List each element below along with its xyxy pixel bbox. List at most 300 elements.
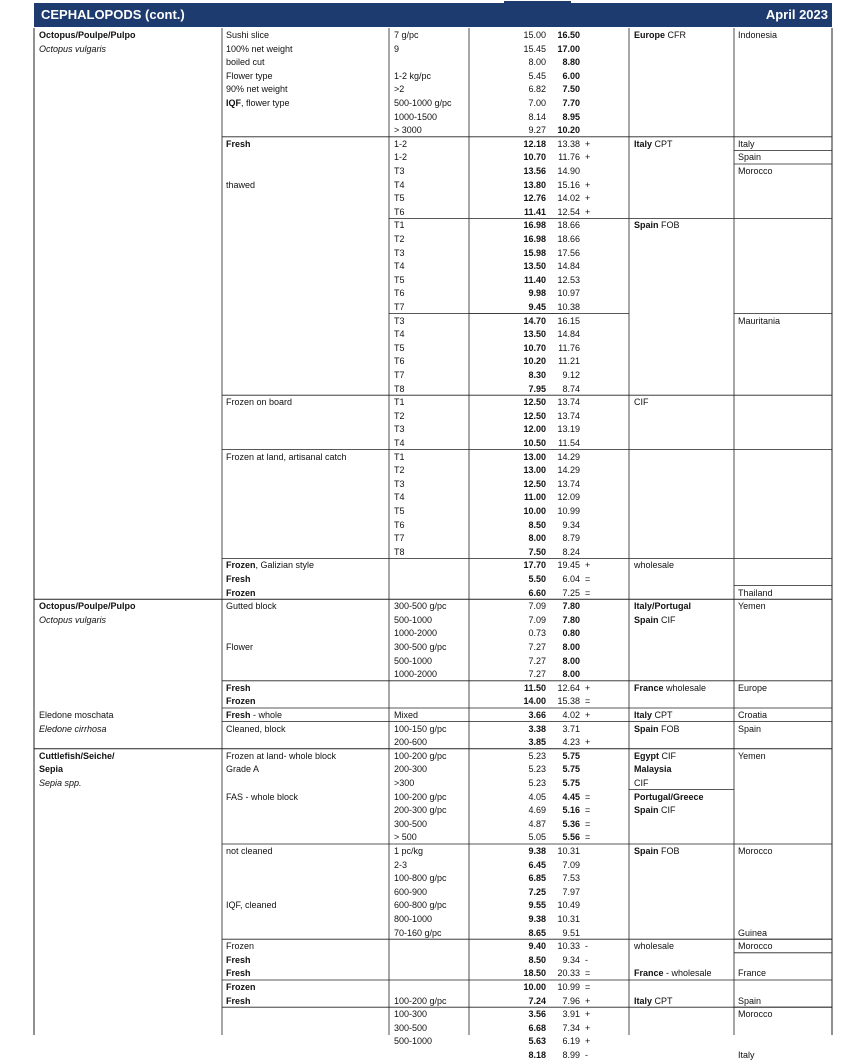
trend-indicator: -: [585, 954, 588, 965]
price-eur: 15.45: [523, 43, 546, 54]
market-country: Italy: [634, 995, 653, 1006]
price-eur: 18.50: [523, 968, 546, 979]
delivery-terms: CPT: [654, 138, 673, 149]
price-eur: 5.23: [528, 750, 546, 761]
trend-indicator: +: [585, 710, 591, 720]
price-eur: 6.82: [528, 84, 546, 95]
size-grade: T7: [394, 370, 405, 380]
size-grade: T3: [394, 247, 405, 258]
price-eur: 7.25: [528, 886, 546, 897]
price-eur: 12.50: [523, 410, 546, 421]
price-eur: 10.20: [523, 356, 546, 367]
product-detail: - whole: [250, 710, 283, 720]
product-form: [226, 750, 336, 762]
price-usd: 13.19: [557, 424, 580, 435]
product-label: Frozen: [226, 941, 255, 952]
market-terms: [634, 750, 676, 762]
market-terms: [634, 682, 706, 694]
species-label: Octopus vulgaris: [39, 43, 107, 54]
price-eur: 8.18: [528, 1050, 546, 1060]
product-label: Fresh: [226, 995, 251, 1006]
trend-indicator: =: [585, 832, 591, 843]
delivery-terms: CIF: [661, 750, 677, 761]
market-terms: [634, 995, 673, 1007]
price-usd: 6.00: [562, 70, 580, 81]
price-eur: 12.76: [523, 193, 546, 204]
price-eur: 5.23: [528, 764, 546, 775]
product-form: [226, 43, 293, 55]
market-country: Europe: [634, 30, 666, 40]
origin-country: Morocco: [738, 166, 773, 176]
price-usd: 6.19: [562, 1036, 580, 1047]
price-eur: 10.00: [523, 506, 546, 516]
price-eur: 9.98: [528, 288, 546, 299]
price-eur: 16.98: [523, 220, 546, 231]
size-grade: 300-500: [394, 1022, 428, 1033]
origin-country: Italy: [738, 1050, 755, 1060]
market-terms: [634, 559, 674, 571]
price-usd: 8.24: [562, 546, 580, 557]
product-label: Frozen: [226, 560, 256, 571]
origin-country: Guinea: [738, 927, 768, 938]
delivery-terms: FOB: [661, 846, 680, 856]
trend-indicator: +: [585, 560, 591, 571]
price-usd: 14.29: [557, 451, 580, 462]
price-eur: 3.85: [528, 737, 546, 748]
price-usd: 12.53: [557, 274, 580, 285]
size-grade: T6: [394, 288, 405, 299]
product-label: Grade A: [226, 764, 260, 775]
delivery-terms: FOB: [661, 723, 680, 734]
price-usd: 15.38: [557, 696, 580, 707]
market-terms: [634, 219, 680, 231]
size-grade: T4: [394, 261, 405, 272]
size-grade: 500-1000: [394, 1036, 433, 1047]
price-usd: 18.66: [557, 234, 580, 244]
size-grade: T8: [394, 383, 405, 394]
market-country: Italy/Portugal: [634, 601, 692, 612]
size-grade: T3: [394, 424, 405, 435]
origin-country: Thailand: [738, 587, 773, 598]
product-label: 90% net weight: [226, 84, 288, 95]
price-usd: 5.16: [562, 805, 580, 816]
delivery-terms: CFR: [667, 30, 687, 40]
size-grade: 2-3: [394, 859, 408, 870]
price-usd: 16.15: [557, 315, 580, 326]
size-grade: T1: [394, 451, 405, 462]
origin-country: Spain: [738, 995, 762, 1006]
price-eur: 7.27: [528, 669, 546, 680]
size-grade: T3: [394, 166, 405, 176]
origin-country: Mauritania: [738, 315, 781, 326]
product-form: [226, 97, 290, 109]
species-label: Eledone cirrhosa: [39, 723, 107, 734]
species-label: Eledone moschata: [39, 710, 114, 720]
product-form: [226, 940, 254, 952]
delivery-terms: wholesale: [666, 682, 707, 693]
market-terms: [634, 138, 673, 150]
trend-indicator: +: [585, 737, 591, 748]
market-terms: [634, 709, 673, 721]
price-eur: 12.00: [523, 424, 546, 435]
product-label: Frozen: [226, 587, 256, 598]
price-usd: 5.75: [562, 750, 580, 761]
product-detail: , Galizian style: [255, 560, 315, 571]
size-grade: 100-800 g/pc: [394, 873, 447, 884]
size-grade: T6: [394, 206, 405, 217]
market-country: Spain: [634, 805, 659, 816]
product-form: [226, 587, 256, 599]
origin-country: Italy: [738, 138, 755, 149]
product-label: Frozen at land- whole block: [226, 750, 337, 761]
product-label: IQF: [226, 98, 241, 108]
origin-country: Morocco: [738, 846, 773, 856]
origin-country: Indonesia: [738, 30, 778, 40]
trend-indicator: +: [585, 138, 591, 149]
trend-indicator: +: [585, 179, 591, 190]
price-eur: 5.50: [528, 574, 546, 584]
size-grade: 100-200 g/pc: [394, 750, 447, 761]
price-usd: 0.80: [562, 628, 580, 639]
size-grade: 300-500: [394, 818, 428, 829]
price-eur: 9.40: [528, 941, 546, 952]
size-grade: > 500: [394, 832, 417, 843]
product-label: Gutted block: [226, 601, 277, 612]
price-eur: 8.50: [528, 519, 546, 530]
price-usd: 3.71: [562, 723, 580, 734]
product-form: [226, 138, 251, 150]
price-eur: 9.38: [528, 914, 546, 924]
trend-indicator: =: [585, 818, 591, 829]
price-eur: 12.18: [523, 138, 546, 149]
size-grade: > 3000: [394, 125, 422, 136]
product-label: Fresh: [226, 682, 251, 693]
price-usd: 10.33: [557, 941, 580, 952]
product-detail: , flower type: [241, 98, 290, 108]
price-usd: 5.75: [562, 778, 580, 788]
product-form: [226, 899, 277, 911]
price-eur: 13.00: [523, 465, 546, 476]
price-eur: 11.50: [523, 682, 546, 693]
trend-indicator: =: [585, 805, 591, 816]
size-grade: 1 pc/kg: [394, 846, 424, 856]
trend-indicator: +: [585, 1022, 591, 1033]
size-grade: 100-200 g/pc: [394, 995, 447, 1006]
size-grade: 1-2: [394, 152, 408, 163]
price-eur: 8.65: [528, 927, 546, 938]
product-form: [226, 709, 282, 721]
price-usd: 8.95: [562, 111, 580, 122]
price-eur: 13.50: [523, 329, 546, 340]
price-usd: 14.02: [557, 193, 580, 204]
size-grade: 500-1000 g/pc: [394, 98, 452, 108]
price-eur: 8.00: [528, 533, 546, 544]
size-grade: T3: [394, 315, 405, 326]
price-usd: 16.50: [557, 30, 580, 40]
trend-indicator: =: [585, 982, 591, 992]
species-label: Sepia: [39, 764, 64, 775]
product-form: [226, 573, 251, 585]
price-eur: 4.05: [528, 791, 546, 802]
size-grade: T2: [394, 234, 405, 244]
market-terms: [634, 600, 691, 612]
trend-indicator: +: [585, 1009, 591, 1020]
species-label: Octopus/Poulpe/Pulpo: [39, 601, 136, 612]
price-usd: 9.34: [562, 954, 580, 965]
price-eur: 12.50: [523, 397, 546, 408]
product-label: IQF: [226, 900, 241, 911]
price-eur: 3.56: [528, 1009, 546, 1020]
price-usd: 13.38: [557, 138, 580, 149]
size-grade: 800-1000: [394, 914, 433, 924]
market-terms: [634, 967, 712, 979]
price-usd: 12.54: [557, 206, 580, 217]
product-label: 100% net weight: [226, 43, 293, 54]
size-grade: 600-800 g/pc: [394, 900, 447, 911]
product-label: Fresh: [226, 710, 251, 720]
origin-country: Yemen: [738, 750, 766, 761]
size-grade: 200-300: [394, 764, 428, 775]
price-eur: 0.73: [528, 628, 546, 639]
size-grade: 9: [394, 43, 400, 54]
price-usd: 19.45: [557, 560, 580, 571]
price-eur: 5.05: [528, 832, 546, 843]
price-usd: 7.34: [562, 1022, 580, 1033]
price-usd: 9.12: [562, 370, 580, 380]
price-eur: 12.50: [523, 478, 546, 489]
price-usd: 8.00: [562, 669, 580, 680]
price-usd: 11.21: [558, 356, 580, 367]
price-usd: 10.31: [557, 914, 580, 924]
price-usd: 14.29: [557, 465, 580, 476]
price-usd: 7.09: [562, 859, 580, 870]
price-usd: 7.96: [562, 995, 580, 1006]
price-usd: 8.74: [562, 383, 580, 394]
price-usd: 18.66: [557, 220, 580, 231]
market-terms: [634, 804, 676, 816]
origin-country: Morocco: [738, 941, 773, 952]
product-form: [226, 600, 277, 612]
trend-indicator: +: [585, 1036, 591, 1047]
size-grade: T4: [394, 492, 405, 503]
product-label: Fresh: [226, 968, 251, 979]
price-usd: 5.75: [562, 764, 580, 775]
size-grade: 100-200 g/pc: [394, 791, 447, 802]
trend-indicator: -: [585, 1050, 588, 1060]
trend-indicator: +: [585, 995, 591, 1006]
size-grade: 300-500 g/pc: [394, 601, 447, 612]
trend-indicator: =: [585, 696, 591, 707]
price-usd: 12.09: [557, 492, 580, 503]
price-usd: 4.45: [562, 791, 580, 802]
size-grade: T1: [394, 220, 405, 231]
price-usd: 5.36: [562, 818, 580, 829]
market-terms: [634, 845, 680, 857]
market-country: Spain: [634, 723, 659, 734]
price-usd: 4.02: [562, 710, 580, 720]
price-usd: 7.97: [562, 886, 580, 897]
product-form: [226, 695, 256, 707]
price-eur: 5.45: [528, 70, 546, 81]
size-grade: Mixed: [394, 710, 419, 720]
price-eur: 17.70: [523, 560, 546, 571]
price-eur: 10.70: [523, 342, 546, 353]
market-terms: [634, 777, 649, 789]
price-eur: 15.00: [523, 30, 546, 40]
price-eur: 10.00: [523, 982, 546, 992]
trend-indicator: -: [585, 941, 588, 952]
price-usd: 8.80: [562, 57, 580, 68]
price-eur: 13.50: [523, 261, 546, 272]
price-usd: 8.00: [562, 655, 580, 666]
market-country: Egypt: [634, 750, 660, 761]
size-grade: 100-150 g/pc: [394, 723, 447, 734]
price-eur: 8.30: [528, 370, 546, 380]
price-usd: 7.50: [562, 84, 580, 95]
product-form: [226, 559, 314, 571]
product-label: Flower: [226, 642, 254, 652]
price-usd: 15.16: [557, 179, 580, 190]
size-grade: T7: [394, 533, 405, 544]
price-usd: 7.53: [562, 873, 580, 884]
size-grade: 200-600: [394, 737, 428, 748]
price-eur: 4.69: [528, 805, 546, 816]
price-eur: 7.27: [528, 655, 546, 666]
product-label: boiled cut: [226, 57, 265, 68]
delivery-terms: CIF: [661, 805, 676, 816]
price-usd: 10.20: [557, 125, 580, 136]
price-eur: 8.00: [528, 57, 546, 68]
size-grade: T2: [394, 465, 405, 476]
delivery-terms: - wholesale: [666, 968, 712, 979]
market-country: Spain: [634, 846, 659, 856]
price-usd: 14.84: [557, 329, 580, 340]
market-country: Italy: [634, 138, 653, 149]
product-form: [226, 682, 251, 694]
price-usd: 7.25: [562, 587, 580, 598]
product-label: Sushi slice: [226, 30, 270, 40]
product-label: Fresh: [226, 954, 251, 965]
trend-indicator: =: [585, 587, 591, 598]
market-country: Spain: [634, 220, 659, 231]
price-eur: 9.45: [528, 302, 546, 312]
market-terms: [634, 763, 672, 775]
size-grade: T5: [394, 274, 405, 285]
size-grade: 1000-1500: [394, 111, 438, 122]
trend-indicator: =: [585, 791, 591, 802]
price-eur: 7.09: [528, 601, 546, 612]
size-grade: 7 g/pc: [394, 30, 419, 40]
product-label: Cleaned, block: [226, 723, 286, 734]
price-eur: 15.98: [523, 247, 546, 258]
price-usd: 13.74: [557, 397, 580, 408]
price-usd: 10.97: [557, 288, 580, 299]
species-label: Octopus/Poulpe/Pulpo: [39, 30, 136, 40]
price-usd: 8.79: [562, 533, 580, 544]
product-form: [226, 396, 292, 408]
size-grade: >2: [394, 84, 405, 95]
size-grade: T4: [394, 438, 405, 448]
price-eur: 5.63: [528, 1036, 546, 1047]
size-grade: T4: [394, 329, 405, 340]
price-eur: 6.68: [528, 1022, 546, 1033]
size-grade: T5: [394, 342, 405, 353]
price-eur: 10.50: [523, 438, 546, 448]
origin-country: France: [738, 968, 767, 979]
size-grade: T5: [394, 506, 405, 516]
price-usd: 14.90: [557, 166, 580, 176]
price-eur: 11.41: [523, 206, 546, 217]
size-grade: 500-1000: [394, 614, 433, 625]
price-usd: 4.23: [562, 737, 580, 748]
product-form: [226, 845, 273, 857]
price-usd: 11.76: [558, 342, 580, 353]
price-usd: 9.34: [562, 519, 580, 530]
trend-indicator: +: [585, 682, 591, 693]
price-eur: 13.80: [523, 179, 546, 190]
market-country: Portugal/Greece: [634, 791, 704, 802]
price-usd: 12.64: [557, 682, 580, 693]
trend-indicator: +: [585, 152, 591, 163]
market-country: Italy: [634, 710, 653, 720]
market-terms: [634, 614, 676, 626]
market-terms: [634, 723, 680, 735]
price-eur: 6.45: [528, 859, 546, 870]
price-eur: 3.66: [528, 710, 546, 720]
species-label: Octopus vulgaris: [39, 614, 107, 625]
trend-indicator: =: [585, 968, 591, 979]
price-usd: 8.00: [562, 642, 580, 652]
size-grade: T3: [394, 478, 405, 489]
trend-indicator: =: [585, 574, 591, 584]
size-grade: 300-500 g/pc: [394, 642, 447, 652]
market-country: France: [634, 968, 664, 979]
price-eur: 7.50: [528, 546, 546, 557]
market-terms: [634, 396, 649, 408]
price-eur: 7.09: [528, 614, 546, 625]
price-eur: 7.27: [528, 642, 546, 652]
product-label: FAS - whole block: [226, 791, 299, 802]
price-usd: 5.56: [562, 832, 580, 843]
size-grade: T1: [394, 397, 405, 408]
price-usd: 13.74: [557, 478, 580, 489]
price-usd: 7.80: [562, 601, 580, 612]
price-eur: 11.00: [523, 492, 546, 503]
price-usd: 17.00: [557, 43, 580, 54]
price-usd: 8.99: [562, 1050, 580, 1060]
price-eur: 9.38: [528, 846, 546, 856]
price-usd: 7.80: [562, 614, 580, 625]
price-usd: 10.49: [557, 900, 580, 911]
price-usd: 10.99: [557, 982, 580, 992]
section-title: CEPHALOPODS (cont.): [41, 7, 185, 22]
product-form: [226, 967, 251, 979]
size-grade: 200-300 g/pc: [394, 805, 447, 816]
report-date: April 2023: [765, 7, 828, 22]
product-label: Frozen: [226, 982, 256, 992]
price-eur: 7.95: [528, 383, 546, 394]
market-terms: [634, 940, 674, 952]
price-eur: 3.38: [528, 723, 546, 734]
price-usd: 9.51: [562, 927, 580, 938]
origin-country: Europe: [738, 682, 768, 693]
price-eur: 8.14: [528, 111, 546, 122]
product-form: [226, 451, 347, 463]
product-form: [226, 954, 251, 966]
price-eur: 9.27: [528, 125, 546, 136]
price-eur: 14.70: [523, 315, 546, 326]
delivery-terms: wholesale: [634, 560, 675, 571]
